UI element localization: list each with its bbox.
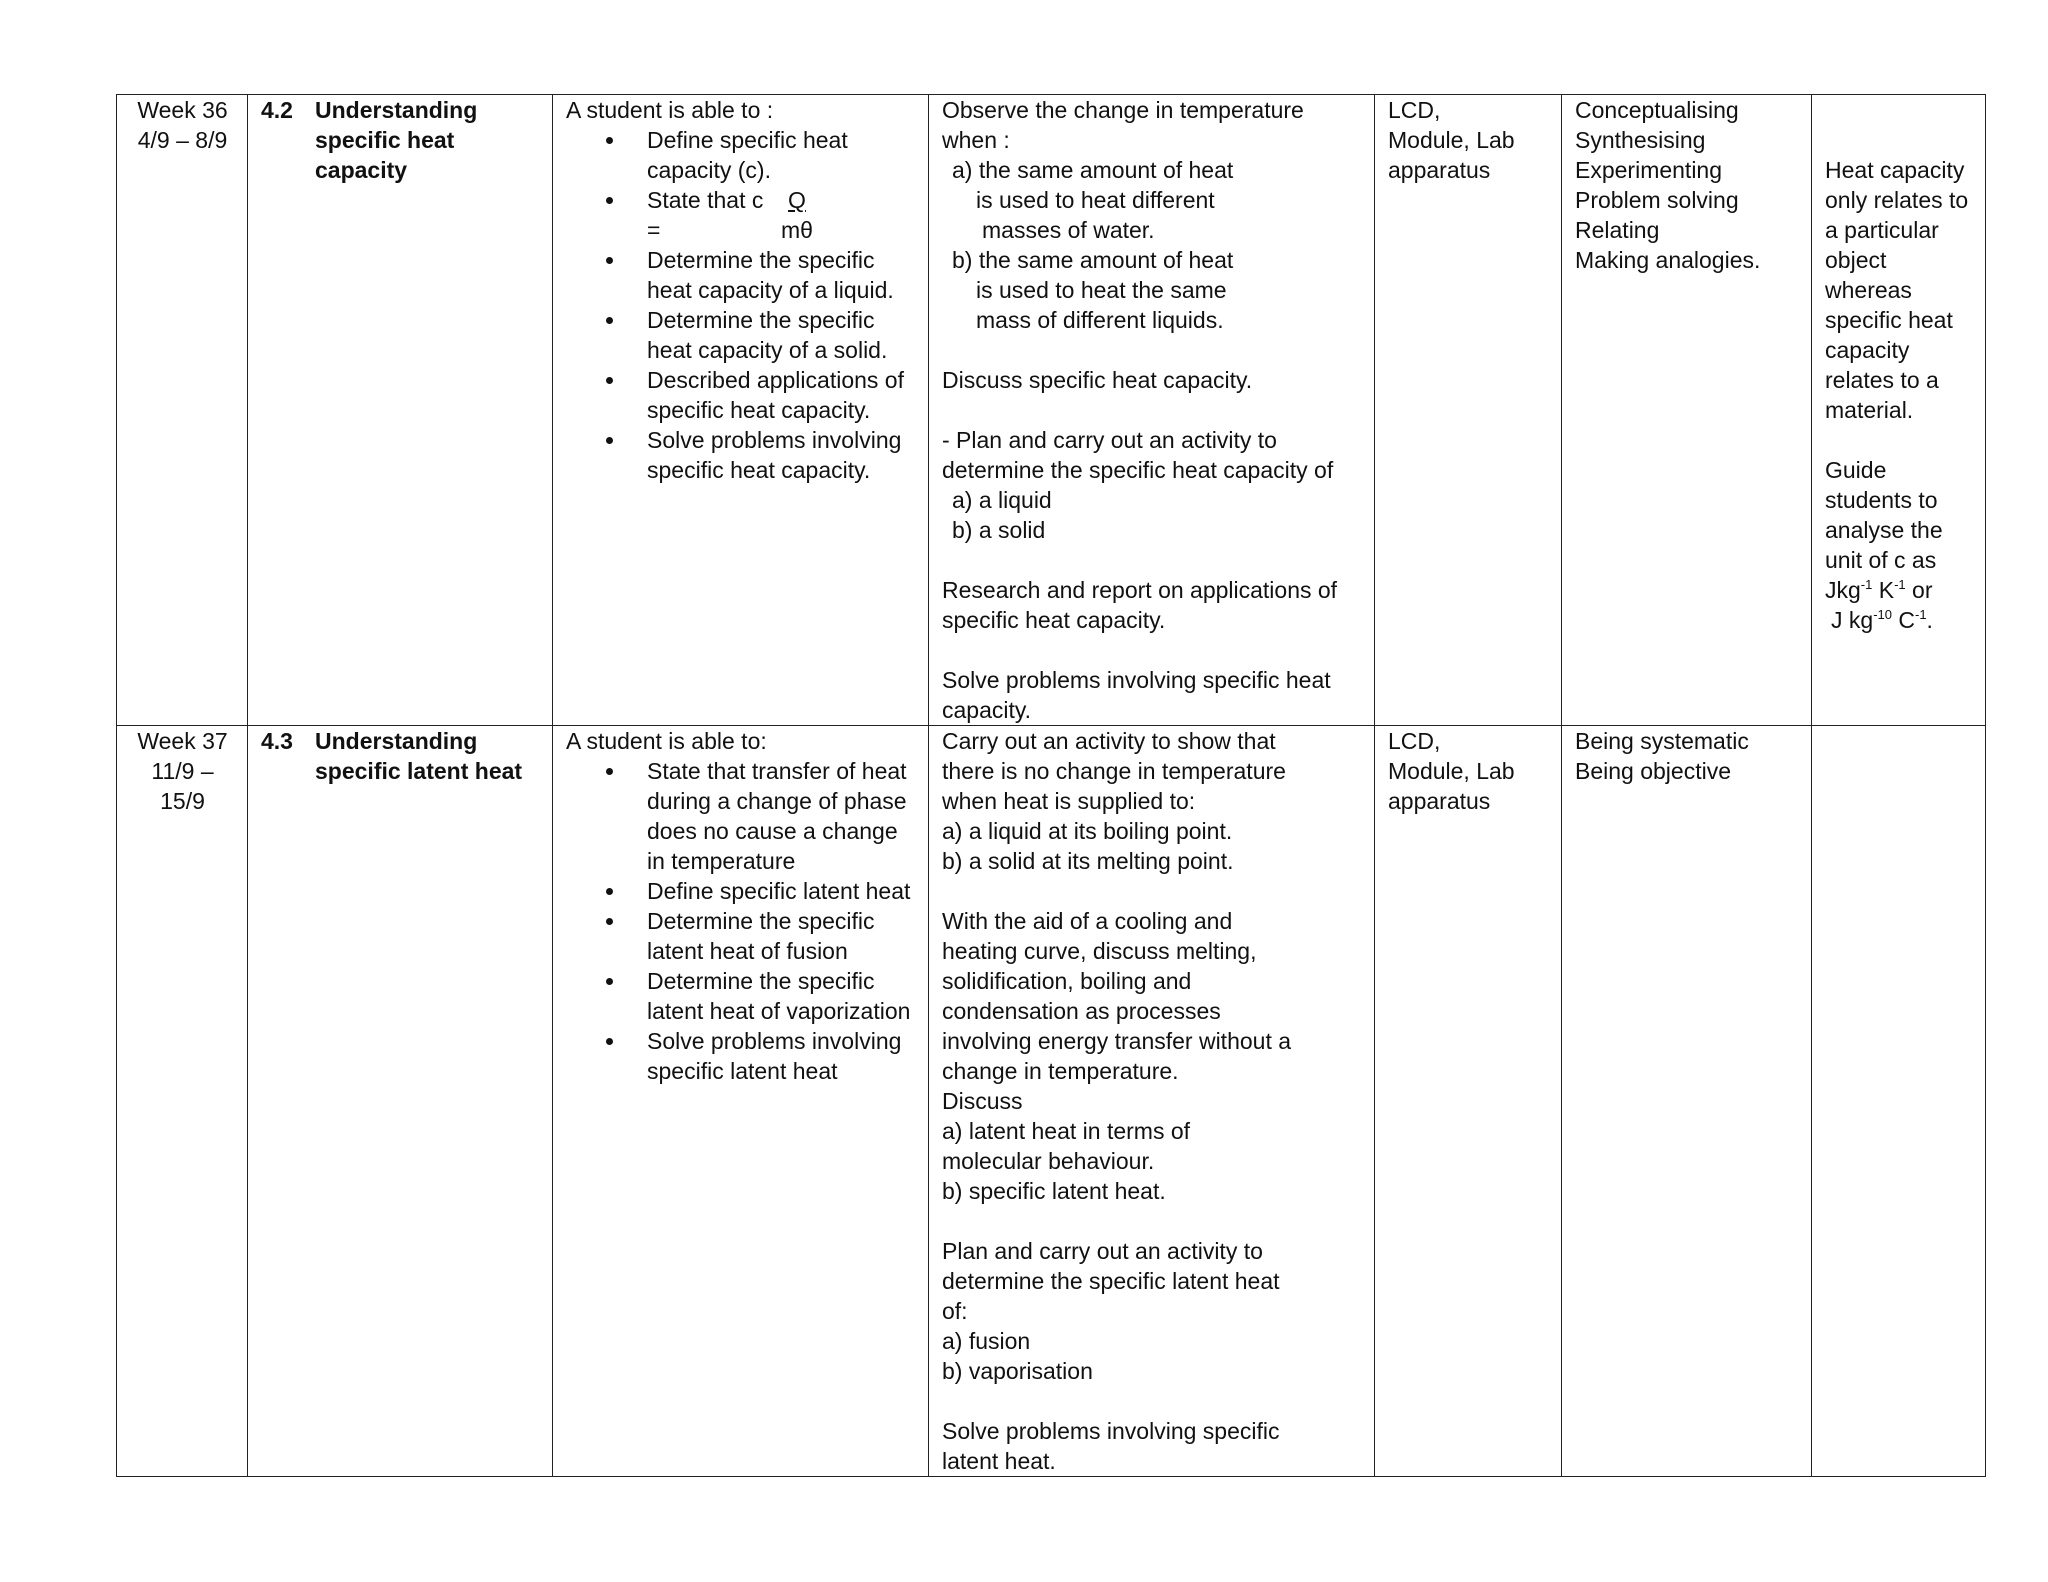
resources-cell: LCD, Module, Lab apparatus (1375, 726, 1562, 1477)
objectives-list (566, 756, 916, 1086)
objectives-intro: A student is able to : (566, 97, 774, 123)
list-item: Determine the specific latent heat of vaporization (647, 966, 916, 1026)
activity-text: Plan and carry out an activity to determine the specific latent heat of: a) fusion b) vaporisation (942, 1238, 1280, 1384)
resources-cell: LCD, Module, Lab apparatus (1375, 95, 1562, 726)
learning-objectives-cell (553, 726, 929, 1477)
list-item: Define specific latent heat (647, 876, 916, 906)
skills-cell: Conceptualising Synthesising Experimenting Problem solving Relating Making analogies. (1562, 95, 1812, 726)
topic-number: 4.3 (261, 728, 293, 754)
week-dates: 4/9 – 8/9 (137, 127, 228, 153)
formula-fraction (781, 185, 813, 245)
scheme-of-work-table (116, 94, 1986, 1477)
objectives-list (566, 125, 916, 485)
week-label: Week 36 (137, 97, 228, 123)
activity-text: Discuss specific heat capacity. (942, 367, 1253, 393)
activities-cell (929, 726, 1375, 1477)
formula-numerator: Q (788, 187, 806, 213)
unit-text: K (1872, 577, 1895, 603)
activity-text: b) the same amount of heat (952, 247, 1234, 273)
week-dates: 11/9 –15/9 (151, 758, 214, 814)
unit-text: . (1926, 607, 1933, 633)
activity-text: is used to heat the same (976, 277, 1227, 303)
activity-text: b) a solid (952, 517, 1046, 543)
unit-text: or (1905, 577, 1933, 603)
unit-line (1825, 575, 1973, 605)
skills-cell: Being systematic Being objective (1562, 726, 1812, 1477)
unit-exponent: -1 (1894, 577, 1906, 592)
unit-text: C (1891, 607, 1915, 633)
table-row (117, 95, 1986, 726)
formula-denominator: mθ (781, 217, 813, 243)
table-row (117, 726, 1986, 1477)
learning-objectives-cell (553, 95, 929, 726)
topic-title: Understanding specific latent heat (315, 728, 523, 784)
week-cell (117, 726, 248, 1477)
list-item: Solve problems involving specific heat capacity. (647, 425, 916, 485)
list-item: Determine the specific heat capacity of a solid. (647, 305, 916, 365)
topic-title: Understanding specific heat capacity (315, 97, 478, 183)
topic-cell (248, 95, 553, 726)
week-cell (117, 95, 248, 726)
activity-text: a) the same amount of heat (952, 157, 1234, 183)
activity-text: Solve problems involving specific latent heat. (942, 1418, 1280, 1474)
list-item: Determine the specific latent heat of fusion (647, 906, 916, 966)
notes-cell (1812, 726, 1986, 1477)
activity-text: mass of different liquids. (976, 307, 1224, 333)
formula-label: State that c = (647, 187, 764, 243)
list-item: Determine the specific heat capacity of a liquid. (647, 245, 916, 305)
list-item: State that transfer of heat during a change of phase does no cause a change in temperature (647, 756, 916, 876)
note-text: Heat capacity only relates to a particular object whereas specific heat capacity relates to a material. (1825, 157, 1969, 423)
unit-exponent: -1 (1914, 607, 1927, 622)
unit-exponent: -10 (1873, 607, 1892, 622)
week-label: Week 37 (137, 728, 228, 754)
objectives-intro: A student is able to: (566, 728, 767, 754)
activity-text: Solve problems involving specific heat capacity. (942, 667, 1331, 723)
unit-exponent: -1 (1860, 577, 1873, 592)
note-text: Guide students to analyse the unit of c as (1825, 457, 1943, 573)
list-item: Solve problems involving specific latent heat (647, 1026, 916, 1086)
activity-text: Observe the change in temperature when : (942, 97, 1304, 153)
activities-cell (929, 95, 1375, 726)
topic-number: 4.2 (261, 97, 293, 123)
activity-text: Carry out an activity to show that there is no change in temperature when heat is supplied to: a) a liquid at its boiling point. b) a solid at its melting point. (942, 728, 1286, 874)
activity-text: - Plan and carry out an activity to determine the specific heat capacity of (942, 427, 1334, 483)
list-item: Define specific heat capacity (c). (647, 125, 916, 185)
unit-line (1825, 605, 1973, 635)
activity-text: a) a liquid (952, 487, 1052, 513)
activity-text: masses of water. (982, 217, 1155, 243)
activity-text: With the aid of a cooling and heating curve, discuss melting, solidification, boiling and condensation as processes involving energy transfer without a change in temperature. Discuss a) latent heat in terms of molecular behaviour. b) specific latent heat. (942, 908, 1292, 1204)
list-item: Described applications of specific heat capacity. (647, 365, 916, 425)
activity-text: Research and report on applications of specific heat capacity. (942, 577, 1338, 633)
unit-text: J kg (1831, 607, 1874, 633)
notes-cell (1812, 95, 1986, 726)
topic-cell (248, 726, 553, 1477)
list-item (647, 185, 916, 245)
activity-text: is used to heat different (976, 187, 1215, 213)
unit-text: Jkg (1825, 577, 1861, 603)
